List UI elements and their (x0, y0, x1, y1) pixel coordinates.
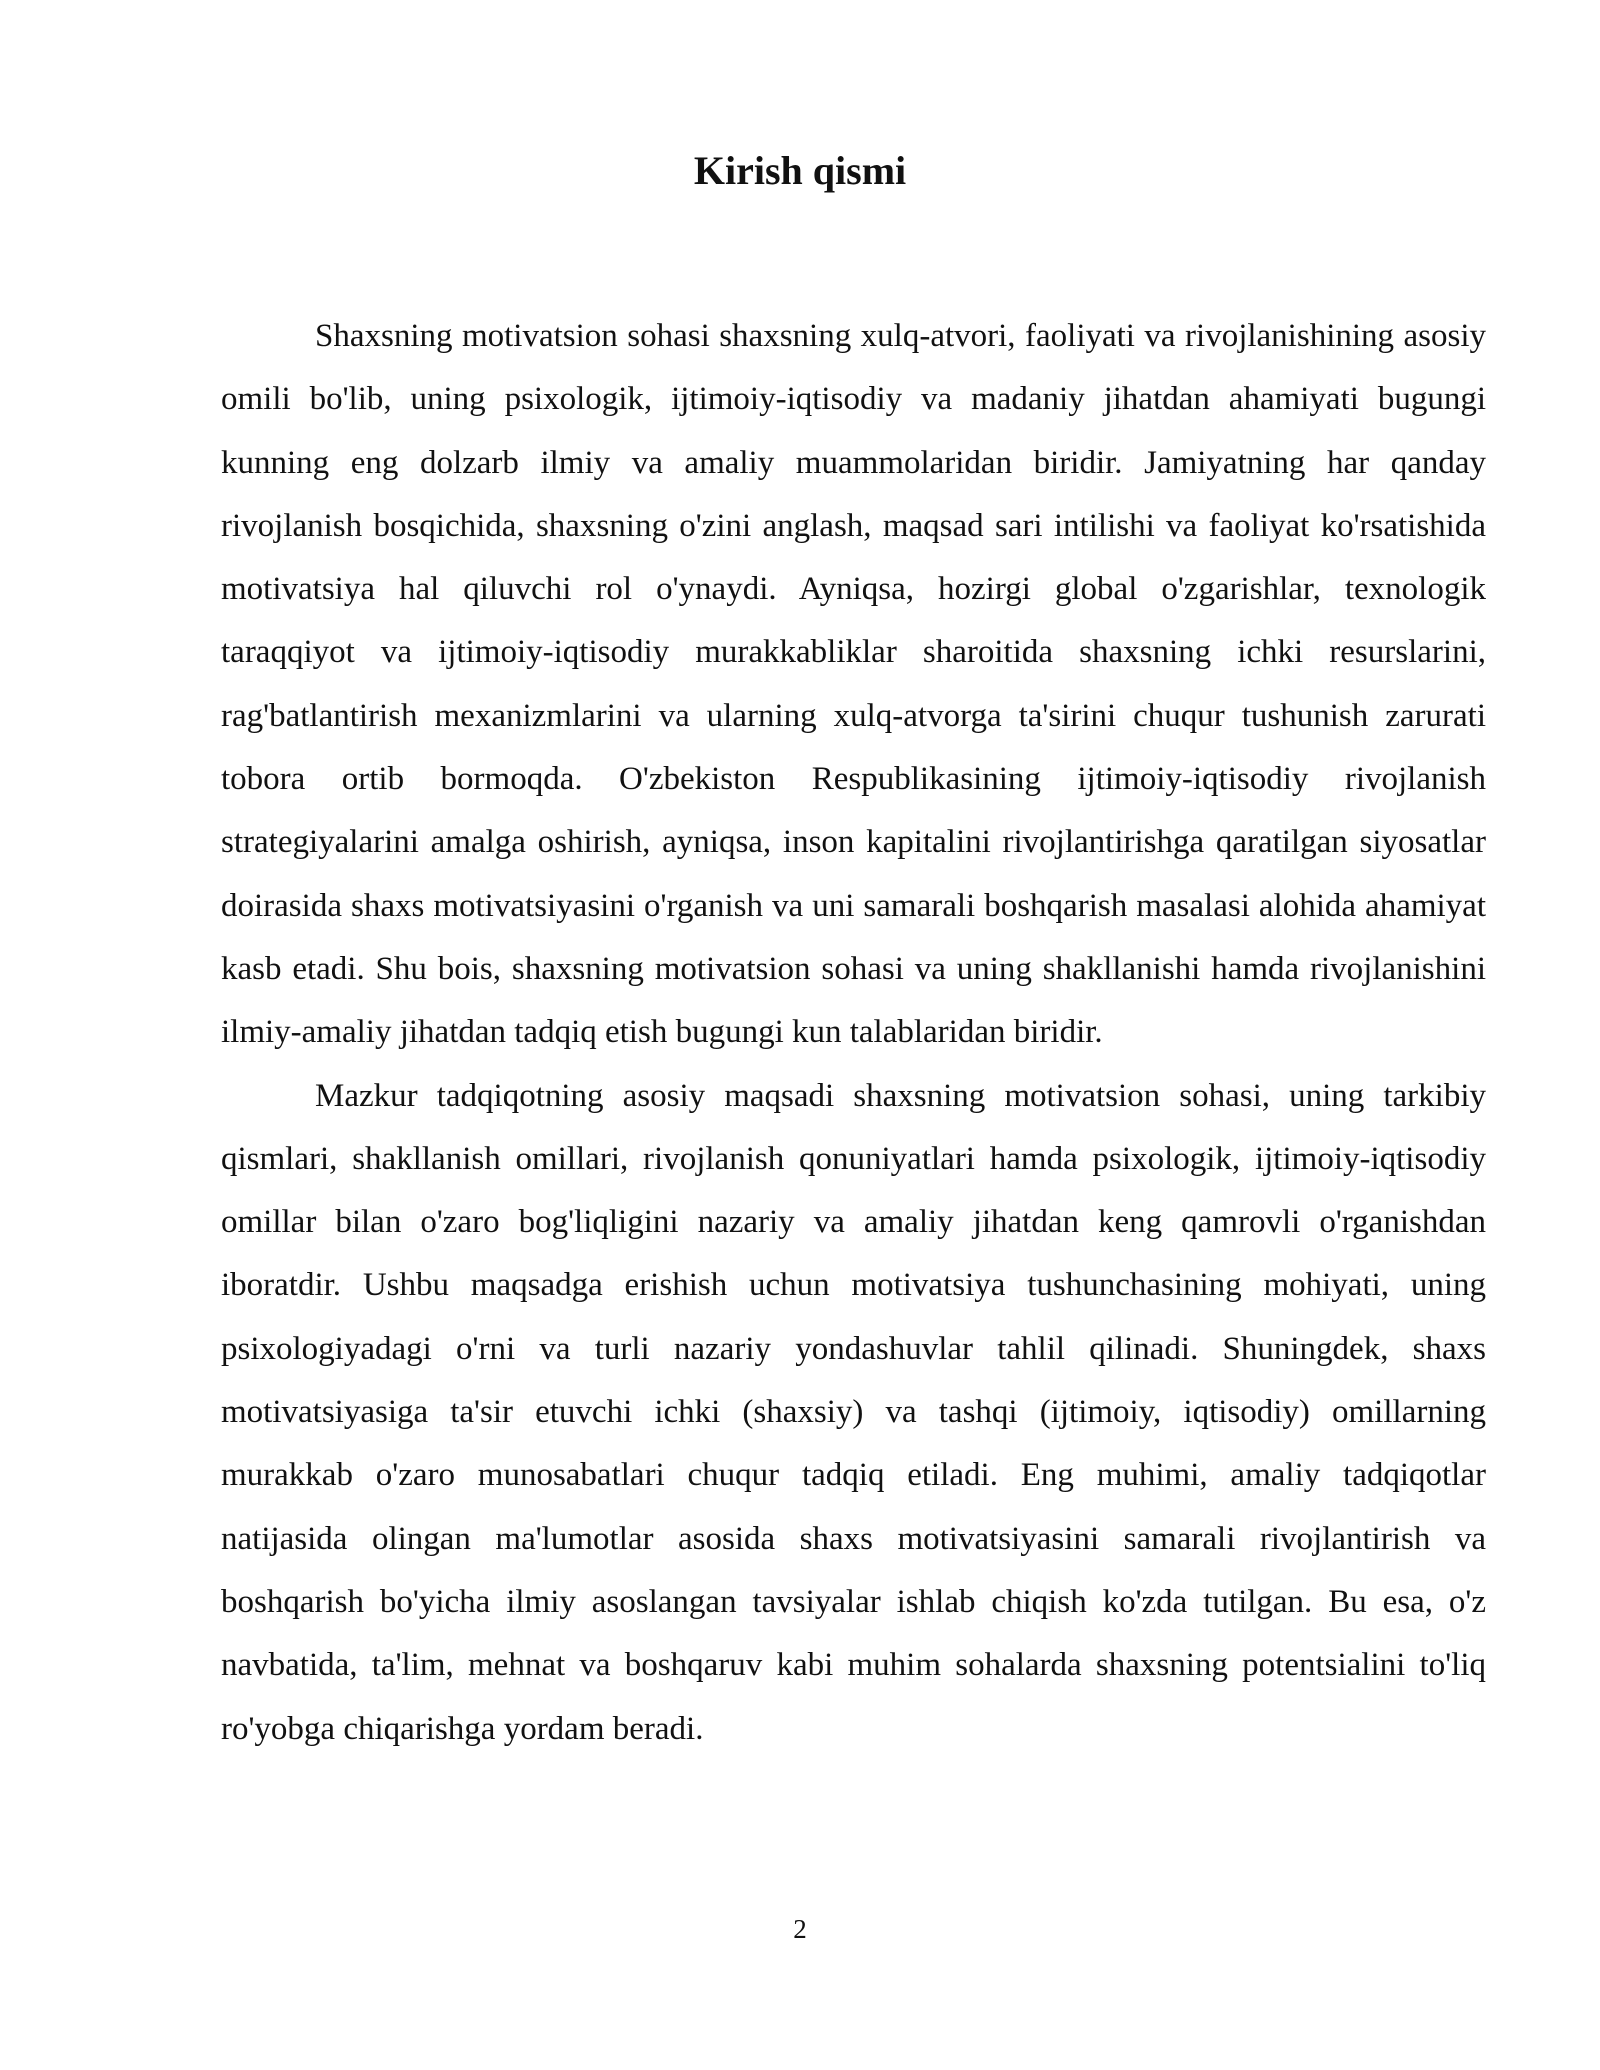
body-text (221, 305, 1486, 1761)
paragraph-2: Mazkur tadqiqotning asosiy maqsadi shaxsning motivatsion sohasi, uning tarkibiy qismlari, shakllanish omillari, rivojlanish qonuniyatlari hamda psixologik, ijtimoiy-iqtisodiy omillar bilan o'zaro bog'liqligini nazariy va amaliy jihatdan keng qamrovli o'rganishdan iboratdir. Ushbu maqsadga erishish uchun motivatsiya tushunchasining mohiyati, uning psixologiyadagi o'rni va turli nazariy yondashuvlar tahlil qilinadi. Shuningdek, shaxs motivatsiyasiga ta'sir etuvchi ichki (shaxsiy) va tashqi (ijtimoiy, iqtisodiy) omillarning murakkab o'zaro munosabatlari chuqur tadqiq etiladi. Eng muhimi, amaliy tadqiqotlar natijasida olingan ma'lumotlar asosida shaxs motivatsiyasini samarali rivojlantirish va boshqarish bo'yicha ilmiy asoslangan tavsiyalar ishlab chiqish ko'zda tutilgan. Bu esa, o'z navbatida, ta'lim, mehnat va boshqaruv kabi muhim sohalarda shaxsning potentsialini to'liq ro'yobga chiqarishga yordam beradi. (221, 1077, 1486, 1747)
page-title: Kirish qismi (693, 148, 907, 193)
paragraph-1: Shaxsning motivatsion sohasi shaxsning xulq-atvori, faoliyati va rivojlanishining asosiy omili bo'lib, uning psixologik, ijtimoiy-iqtisodiy va madaniy jihatdan ahamiyati bugungi kunning eng dolzarb ilmiy va amaliy muammolaridan biridir. Jamiyatning har qanday rivojlanish bosqichida, shaxsning o'zini anglash, maqsad sari intilishi va faoliyat ko'rsatishida motivatsiya hal qiluvchi rol o'ynaydi. Ayniqsa, hozirgi global o'zgarishlar, texnologik taraqqiyot va ijtimoiy-iqtisodiy murakkabliklar sharoitida shaxsning ichki resurslarini, rag'batlantirish mexanizmlarini va ularning xulq-atvorga ta'sirini chuqur tushunish zarurati tobora ortib bormoqda. O'zbekiston Respublikasining ijtimoiy-iqtisodiy rivojlanish strategiyalarini amalga oshirish, ayniqsa, inson kapitalini rivojlantirishga qaratilgan siyosatlar doirasida shaxs motivatsiyasini o'rganish va uni samarali boshqarish masalasi alohida ahamiyat kasb etadi. Shu bois, shaxsning motivatsion sohasi va uning shakllanishi hamda rivojlanishini ilmiy-amaliy jihatdan tadqiq etish bugungi kun talablaridan biridir. (221, 318, 1486, 1051)
page-number: 2 (793, 1914, 807, 1944)
